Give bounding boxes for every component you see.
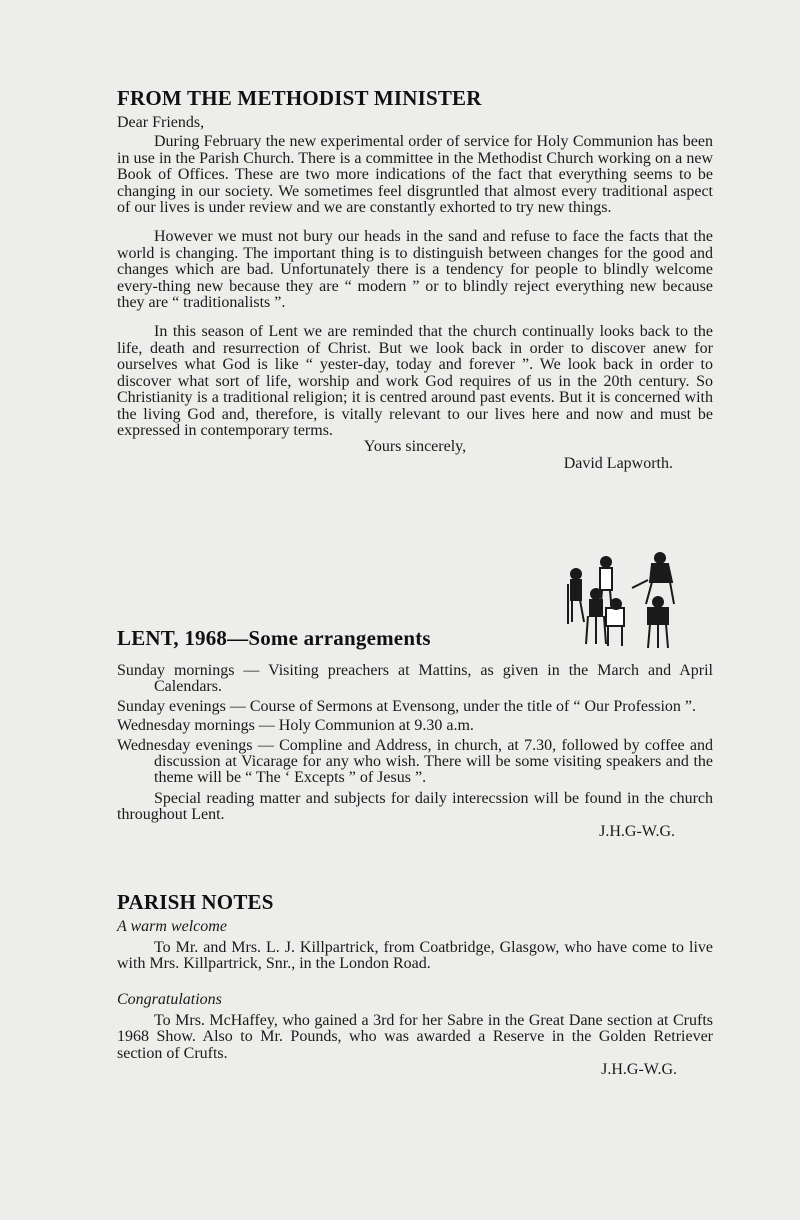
- welcome-text: To Mr. and Mrs. L. J. Killpartrick, from Coatbridge, Glasgow, who have come to live with Mrs. Killpartrick, Snr., in the London Road.: [117, 939, 713, 973]
- lent-arrangements-list: [117, 663, 713, 787]
- salutation: Dear Friends,: [117, 114, 205, 131]
- parish-initials: J.H.G-W.G.: [601, 1061, 677, 1079]
- closing: Yours sincerely,: [363, 438, 467, 456]
- lent-section: [117, 626, 713, 840]
- minister-paragraph-1: During February the new experimental order of service for Holy Communion has been in use in the Parish Church. There is a committee in the Methodist Church working on a new Book of Offices. These are two more indications of the fact that everything seems to be changing in our society. We sometimes feel disgruntled that almost every traditional aspect of our lives is under review and we are constantly exhorted to try new things.: [117, 133, 713, 217]
- minister-paragraph-2: However we must not bury our heads in the sand and refuse to face the facts that the world is changing. The important thing is to distinguish between changes for the good and changes which are bad. Unfortunately there is a tendency for people to blindly welcome every-thing new because they are “ modern ” or to blindly reject everything new because they are “ traditionalists ”.: [117, 228, 713, 312]
- parish-notes-section: [117, 890, 713, 1078]
- signature: David Lapworth.: [563, 454, 673, 472]
- parish-heading: PARISH NOTES: [117, 890, 274, 914]
- minister-paragraph-3: In this season of Lent we are reminded that the church continually looks back to the life, death and resurrection of Christ. But we look back in order to discover anew for ourselves what God is like “ yester-day, today and forever ”. We look back in order to discover what sort of life, worship and work God requires of us in the 20th century. So Christianity is a traditional religion; it is centred around past events. But it is concerned with the living God and, therefore, is vitally relevant to our lives here and now and must be expressed in contemporary terms.: [117, 323, 713, 439]
- list-item: Wednesday mornings — Holy Communion at 9.30 a.m.: [117, 717, 474, 735]
- minister-section: [117, 86, 713, 472]
- lent-heading: LENT, 1968—Some arrangements: [117, 626, 431, 650]
- congrats-text: To Mrs. McHaffey, who gained a 3rd for her Sabre in the Great Dane section at Crufts 1968 Show. Also to Mr. Pounds, who was awarded a Reserve in the Golden Retriever section of Crufts.: [117, 1011, 713, 1062]
- lent-note: Special reading matter and subjects for daily interecssion will be found in the church throughout Lent.: [117, 789, 713, 824]
- list-item: Sunday mornings — Visiting preachers at Mattins, as given in the March and April Calendars.: [117, 662, 713, 696]
- list-item: Sunday evenings — Course of Sermons at Evensong, under the title of “ Our Profession ”.: [117, 697, 697, 715]
- list-item: Wednesday evenings — Compline and Address, in church, at 7.30, followed by coffee and discussion at Vicarage for any who wish. There will be some visiting speakers and the theme will be “ The ‘ Excepts ” of Jesus ”.: [117, 736, 713, 787]
- congrats-title: Congratulations: [117, 990, 222, 1008]
- welcome-title: A warm welcome: [117, 918, 227, 935]
- lent-initials: J.H.G-W.G.: [599, 822, 675, 840]
- minister-heading: FROM THE METHODIST MINISTER: [117, 86, 482, 110]
